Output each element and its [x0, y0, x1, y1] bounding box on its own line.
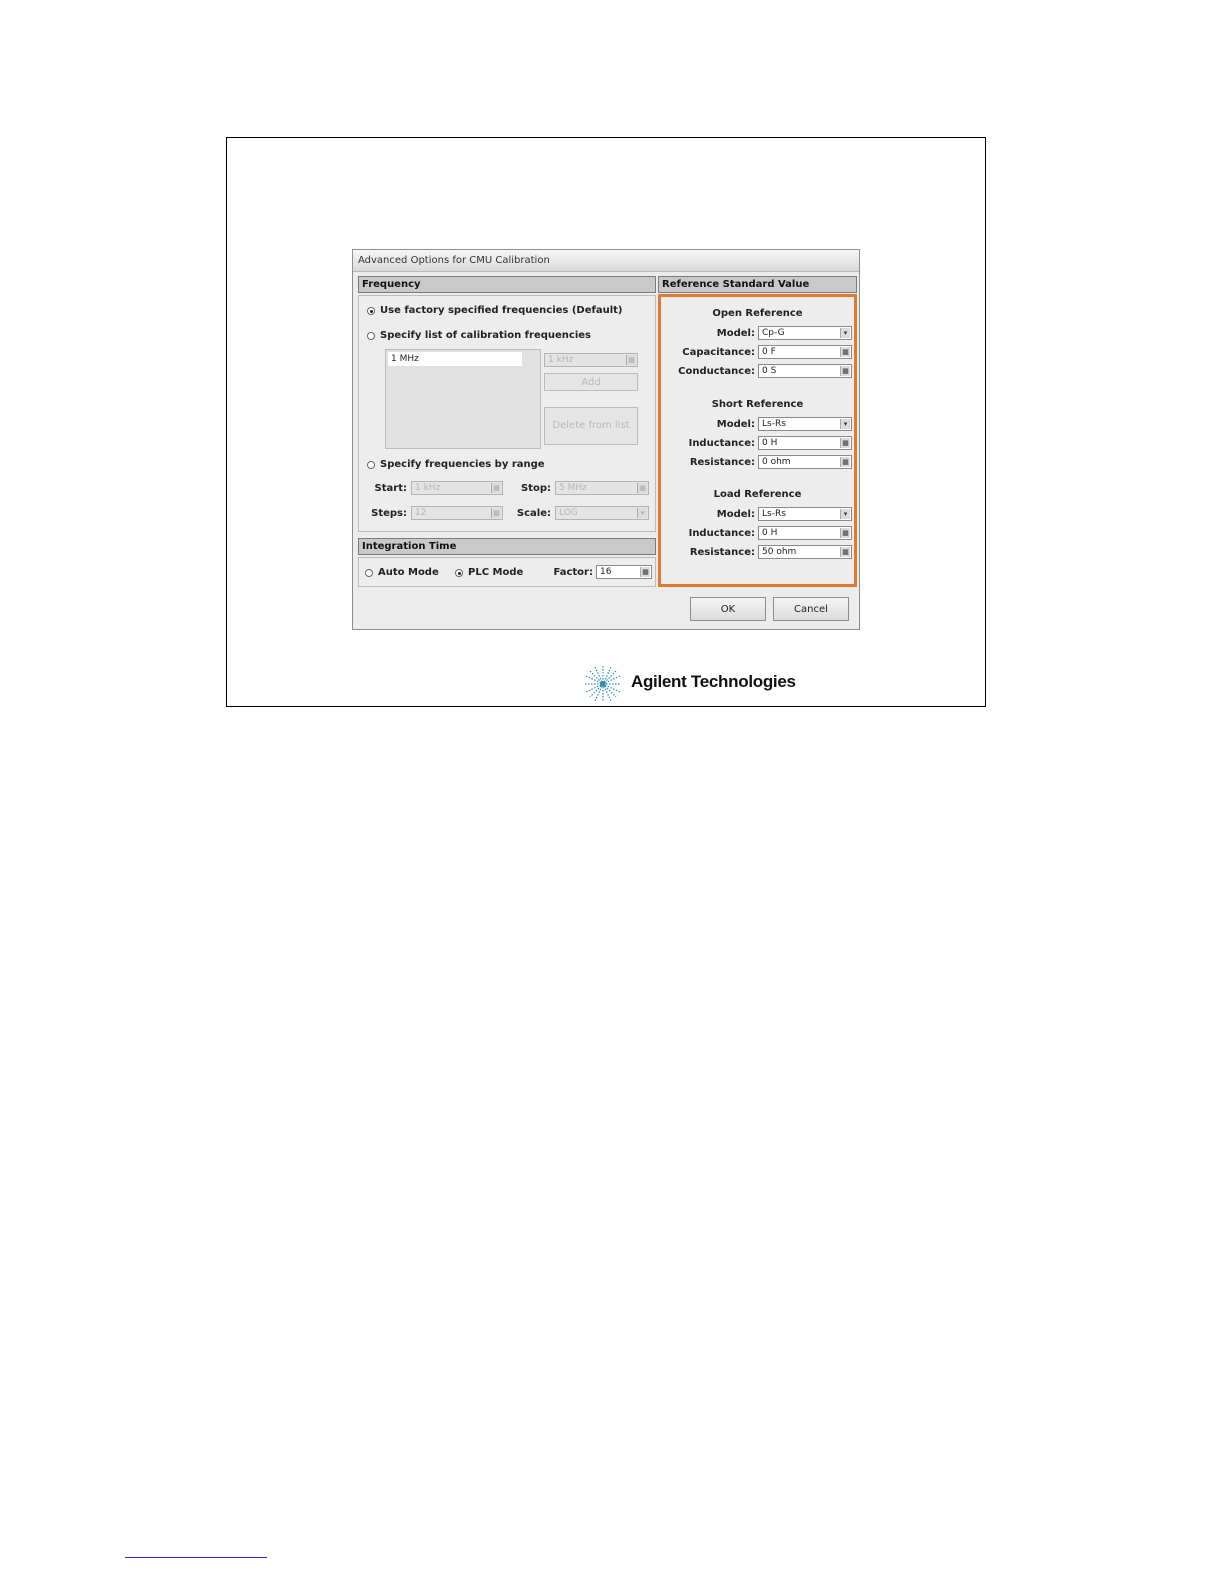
- list-frequencies-radio[interactable]: [367, 332, 375, 340]
- footer-rule: [125, 1557, 267, 1558]
- cancel-button[interactable]: Cancel: [773, 597, 849, 621]
- load-model-label: Model:: [716, 509, 755, 520]
- dialog-title: Advanced Options for CMU Calibration: [353, 250, 859, 272]
- scale-label: Scale:: [516, 508, 551, 519]
- scale-value: LOG: [559, 508, 578, 518]
- steps-label: Steps:: [371, 508, 407, 519]
- open-model-value: Cp-G: [762, 328, 785, 338]
- load-reference-title: Load Reference: [713, 489, 802, 500]
- factory-frequencies-option[interactable]: [367, 305, 623, 316]
- agilent-logo-text: Agilent Technologies: [631, 672, 796, 691]
- stop-label: Stop:: [520, 483, 551, 494]
- short-resistance-value: 0 ohm: [762, 457, 791, 467]
- stop-value: 5 MHz: [559, 483, 587, 493]
- chevron-down-icon[interactable]: ▾: [637, 508, 647, 518]
- plc-mode-label: PLC Mode: [468, 567, 524, 578]
- start-label: Start:: [374, 483, 407, 494]
- frequency-list[interactable]: [385, 349, 541, 449]
- start-input[interactable]: [411, 481, 503, 495]
- add-button[interactable]: Add: [544, 373, 638, 391]
- factor-input[interactable]: [596, 565, 652, 579]
- delete-from-list-button[interactable]: Delete from list: [544, 407, 638, 445]
- open-capacitance-label: Capacitance:: [682, 347, 755, 358]
- frequency-group: [358, 295, 656, 532]
- factor-label: Factor:: [553, 567, 593, 578]
- open-conductance-label: Conductance:: [678, 366, 755, 377]
- calculator-icon[interactable]: ▦: [640, 567, 650, 577]
- calculator-icon[interactable]: ▦: [840, 457, 850, 467]
- calculator-icon[interactable]: ▦: [840, 438, 850, 448]
- short-reference-title: Short Reference: [711, 399, 804, 410]
- scale-select[interactable]: [555, 506, 649, 520]
- open-model-label: Model:: [716, 328, 755, 339]
- calculator-icon[interactable]: ▦: [840, 528, 850, 538]
- stop-input[interactable]: [555, 481, 649, 495]
- factory-frequencies-radio[interactable]: [367, 307, 375, 315]
- calculator-icon[interactable]: ▦: [491, 483, 501, 493]
- plc-mode-option[interactable]: [455, 567, 523, 578]
- range-frequencies-option[interactable]: [367, 459, 545, 470]
- short-model-label: Model:: [716, 419, 755, 430]
- short-inductance-value: 0 H: [762, 438, 778, 448]
- chevron-down-icon[interactable]: ▾: [840, 419, 850, 429]
- calculator-icon[interactable]: ▦: [840, 547, 850, 557]
- chevron-down-icon[interactable]: ▾: [840, 509, 850, 519]
- load-inductance-label: Inductance:: [688, 528, 755, 539]
- calculator-icon[interactable]: ▦: [840, 347, 850, 357]
- load-inductance-value: 0 H: [762, 528, 778, 538]
- calculator-icon[interactable]: ▦: [840, 366, 850, 376]
- list-frequency-input[interactable]: [544, 353, 638, 367]
- advanced-options-dialog: [352, 249, 860, 630]
- auto-mode-label: Auto Mode: [378, 567, 439, 578]
- list-frequency-value: 1 kHz: [548, 355, 574, 365]
- ok-button[interactable]: OK: [690, 597, 766, 621]
- list-frequencies-option[interactable]: [367, 330, 591, 341]
- calculator-icon[interactable]: ▦: [637, 483, 647, 493]
- short-resistance-label: Resistance:: [689, 457, 755, 468]
- range-frequencies-radio[interactable]: [367, 461, 375, 469]
- list-item[interactable]: 1 MHz: [388, 352, 522, 366]
- frequency-header: Frequency: [358, 276, 656, 293]
- range-frequencies-label: Specify frequencies by range: [380, 459, 545, 470]
- open-reference-title: Open Reference: [712, 308, 803, 319]
- calculator-icon[interactable]: ▦: [626, 355, 636, 365]
- factory-frequencies-label: Use factory specified frequencies (Default): [380, 305, 623, 316]
- open-capacitance-value: 0 F: [762, 347, 776, 357]
- load-resistance-value: 50 ohm: [762, 547, 797, 557]
- load-resistance-label: Resistance:: [689, 547, 755, 558]
- open-conductance-value: 0 S: [762, 366, 777, 376]
- integration-time-header: Integration Time: [358, 538, 656, 555]
- calculator-icon[interactable]: ▦: [491, 508, 501, 518]
- reference-highlight-box: [658, 294, 857, 587]
- factor-value: 16: [600, 567, 612, 577]
- auto-mode-option[interactable]: [365, 567, 439, 578]
- plc-mode-radio[interactable]: [455, 569, 463, 577]
- auto-mode-radio[interactable]: [365, 569, 373, 577]
- load-model-value: Ls-Rs: [762, 509, 786, 519]
- steps-input[interactable]: [411, 506, 503, 520]
- list-frequencies-label: Specify list of calibration frequencies: [380, 330, 592, 341]
- steps-value: 12: [415, 508, 427, 518]
- short-model-value: Ls-Rs: [762, 419, 786, 429]
- reference-standard-header: Reference Standard Value: [658, 276, 857, 293]
- start-value: 1 kHz: [415, 483, 441, 493]
- integration-group: [358, 557, 656, 587]
- short-inductance-label: Inductance:: [688, 438, 755, 449]
- chevron-down-icon[interactable]: ▾: [840, 328, 850, 338]
